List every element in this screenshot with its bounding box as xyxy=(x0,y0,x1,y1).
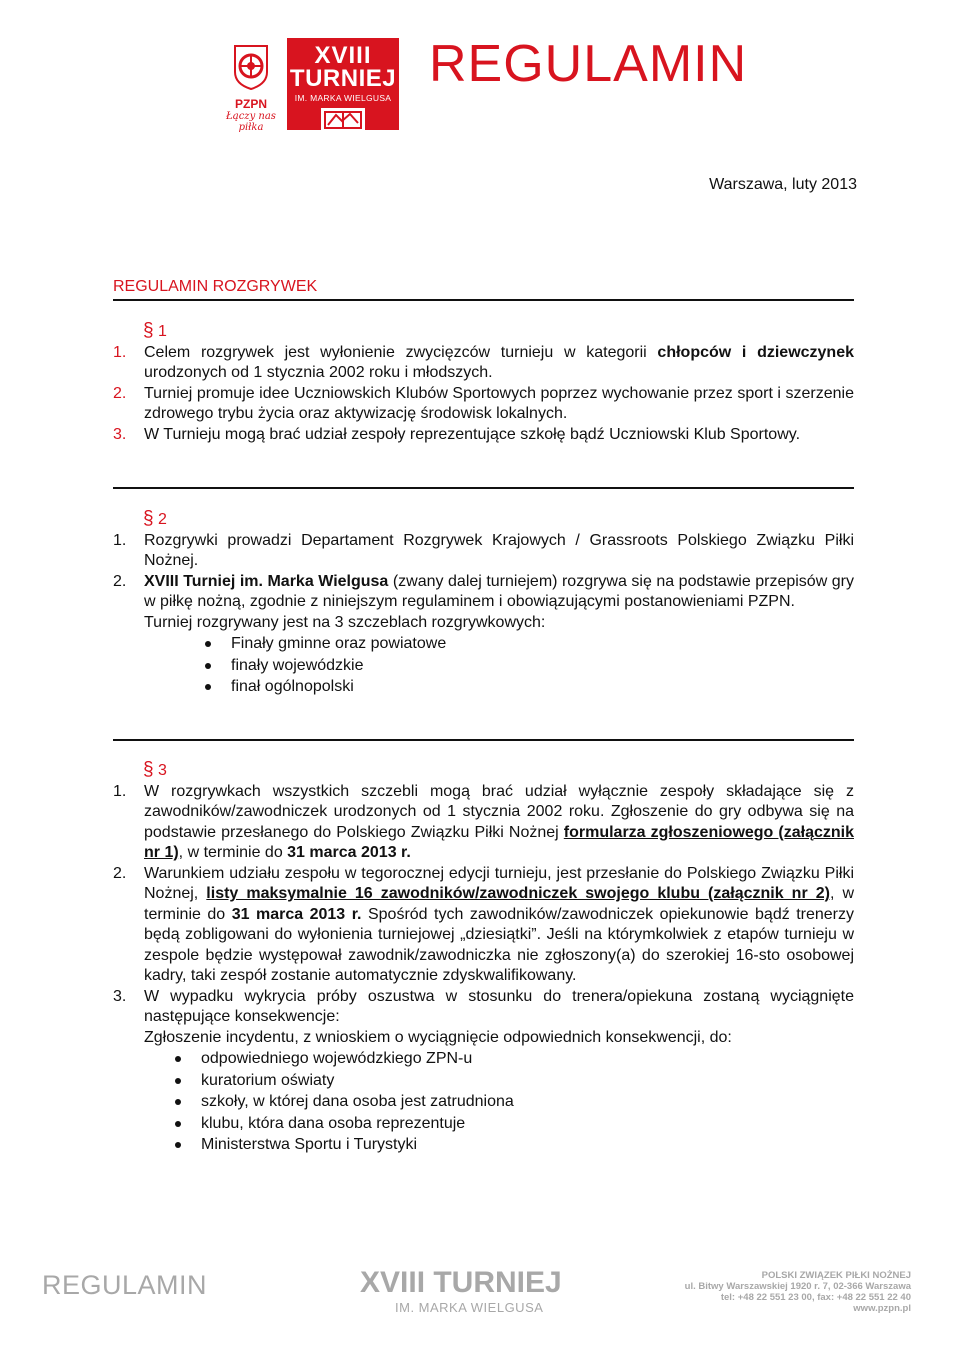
list-item: klubu, która dana osoba reprezentuje xyxy=(113,1113,854,1135)
item-underlined-text: formularza zgłoszeniowego (załącznik nr 1) xyxy=(144,823,854,861)
item-text: Rozgrywki prowadzi Departament Rozgrywek Krajowych / Grassroots Polskiego Związku Piłki Nożnej. xyxy=(144,531,854,569)
footer-title: REGULAMIN xyxy=(42,1270,208,1300)
document-footer xyxy=(0,1268,960,1328)
item-bold-text: chłopców i dziewczynek xyxy=(657,343,855,361)
tournament-patron: IM. MARKA WIELGUSA xyxy=(294,93,392,103)
footer-website: www.pzpn.pl xyxy=(853,1303,911,1314)
section-number: 1 xyxy=(158,323,167,340)
item-text: Warunkiem udziału zespołu w tegorocznej edycji turnieju, jest przesłanie do Polskiego Związku Piłki Nożnej, xyxy=(144,864,854,902)
footer-phone: tel: +48 22 551 23 00, fax: +48 22 551 22 40 xyxy=(720,1292,911,1303)
levels-list xyxy=(113,633,854,698)
pzpn-slogan: Łączy nas piłka xyxy=(226,111,276,133)
list-item: kuratorium oświaty xyxy=(113,1070,854,1092)
section-2 xyxy=(113,509,854,698)
pzpn-eagle-icon xyxy=(231,44,271,90)
item-bold-text: 31 marca 2013 r. xyxy=(231,905,362,923)
report-recipients-list xyxy=(113,1048,854,1156)
item-text: W wypadku wykrycia próby oszustwa w stosunku do trenera/opiekuna zostaną wyciągnięte następujące konsekwencje: xyxy=(144,987,854,1025)
section-1-item-1 xyxy=(113,343,854,384)
item-number: 2. xyxy=(113,384,127,402)
section-3 xyxy=(113,760,854,1156)
tournament-word: TURNIEJ xyxy=(289,65,397,92)
item-text: (zwany dalej turniejem) rozgrywa się na podstawie przepisów gry w piłkę nożną, zgodnie z niniejszym regulaminem i obowiązującymi postanowieniami PZPN. xyxy=(144,572,854,610)
list-item: finał ogólnopolski xyxy=(113,676,854,698)
item-text: , w terminie do xyxy=(144,885,854,923)
divider xyxy=(113,487,854,489)
item-number: 3. xyxy=(113,987,127,1005)
section-2-heading xyxy=(113,509,854,531)
item-underlined-text: listy maksymalnie 16 zawodników/zawodniczek swojego klubu (załącznik nr 2) xyxy=(206,885,830,902)
date-line: Warszawa, luty 2013 xyxy=(709,176,857,193)
section-1-heading xyxy=(113,321,854,343)
footer-address: ul. Bitwy Warszawskiej 1920 r. 7, 02-366 Warszawa xyxy=(684,1281,911,1292)
item-text: W rozgrywkach wszystkich szczebli mogą brać udział wyłącznie zespoły składające się z zawodników/zawodniczek urodzonych od 1 stycznia 2002 roku. Zgłoszenie do gry odbywa się na podstawie przesłanego do Polskiego Związku Piłki Nożnej xyxy=(144,782,854,841)
item-text: Spośród tych zawodników/zawodniczek opiekunowie bądź trenerzy będą zobligowani do wyłonienia turniejowej „dziesiątki”. Jeśli na którymkolwiek z etapów turnieju w zespole będzie występował zawodnik/zawodniczka nie zgłoszony(a) do szerokiej 16-sto osobowej kadry, taki zespół zostanie automatycznie zdyskwalifikowany. xyxy=(144,905,854,984)
item-text: W Turnieju mogą brać udział zespoły reprezentujące szkołę bądź Uczniowski Klub Sportowy. xyxy=(144,425,801,443)
pzpn-name: PZPN xyxy=(234,97,267,111)
list-item: finały wojewódzkie xyxy=(113,655,854,677)
section-number: 2 xyxy=(158,511,167,528)
section-2-levels-intro: Turniej rozgrywany jest na 3 szczeblach rozgrywkowych: xyxy=(144,613,546,631)
section-2-item-2 xyxy=(113,572,854,613)
tournament-logo xyxy=(287,38,399,130)
item-text: Turniej promuje idee Uczniowskich Klubów Sportowych poprzez wychowanie przez sport i szerzenie zdrowego trybu życia oraz aktywizację środowisk lokalnych. xyxy=(144,384,854,422)
list-item: Ministerstwa Sportu i Turystyki xyxy=(113,1134,854,1156)
divider xyxy=(113,299,854,301)
item-bold-text: XVIII Turniej im. Marka Wielgusa xyxy=(144,572,389,590)
field-emblem-icon xyxy=(320,107,366,133)
section-1-item-2 xyxy=(113,384,854,425)
item-number: 1. xyxy=(113,531,127,549)
paragraph-sign: § xyxy=(143,508,154,529)
section-3-item-2 xyxy=(113,864,854,987)
section-3-item-1 xyxy=(113,782,854,864)
item-text: , w terminie do xyxy=(178,844,288,861)
item-number: 1. xyxy=(113,343,127,361)
pzpn-logo xyxy=(221,44,281,133)
footer-tournament: XVIII TURNIEJ xyxy=(360,1266,562,1299)
section-2-item-1 xyxy=(113,531,854,572)
footer-patron: IM. MARKA WIELGUSA xyxy=(395,1300,544,1315)
section-3-item-3 xyxy=(113,987,854,1028)
paragraph-sign: § xyxy=(143,759,154,780)
item-number: 2. xyxy=(113,864,127,882)
list-item: szkoły, w której dana osoba jest zatrudniona xyxy=(113,1091,854,1113)
item-number: 1. xyxy=(113,782,127,800)
tournament-edition: XVIII xyxy=(314,42,372,69)
item-text: urodzonych od 1 stycznia 2002 roku i młodszych. xyxy=(144,364,493,381)
footer-contact xyxy=(679,1270,911,1314)
footer-org: POLSKI ZWIĄZEK PIŁKI NOŻNEJ xyxy=(761,1270,911,1281)
list-item: Finały gminne oraz powiatowe xyxy=(113,633,854,655)
paragraph-sign: § xyxy=(143,320,154,341)
item-text: Celem rozgrywek jest wyłonienie zwycięzców turnieju w kategorii xyxy=(144,343,658,361)
section-number: 3 xyxy=(158,762,167,779)
list-item: odpowiedniego wojewódzkiego ZPN-u xyxy=(113,1048,854,1070)
section-3-heading xyxy=(113,760,854,782)
header-title: REGULAMIN xyxy=(429,35,748,93)
section-1-item-3 xyxy=(113,425,854,446)
section-title: REGULAMIN ROZGRYWEK xyxy=(113,278,318,295)
divider xyxy=(113,739,854,741)
item-number: 3. xyxy=(113,425,127,443)
item-bold-text: 31 marca 2013 r. xyxy=(287,844,411,861)
section-1 xyxy=(113,321,854,445)
item-number: 2. xyxy=(113,572,127,590)
section-3-report-intro: Zgłoszenie incydentu, z wnioskiem o wyciągnięcie odpowiednich konsekwencji, do: xyxy=(144,1028,732,1046)
